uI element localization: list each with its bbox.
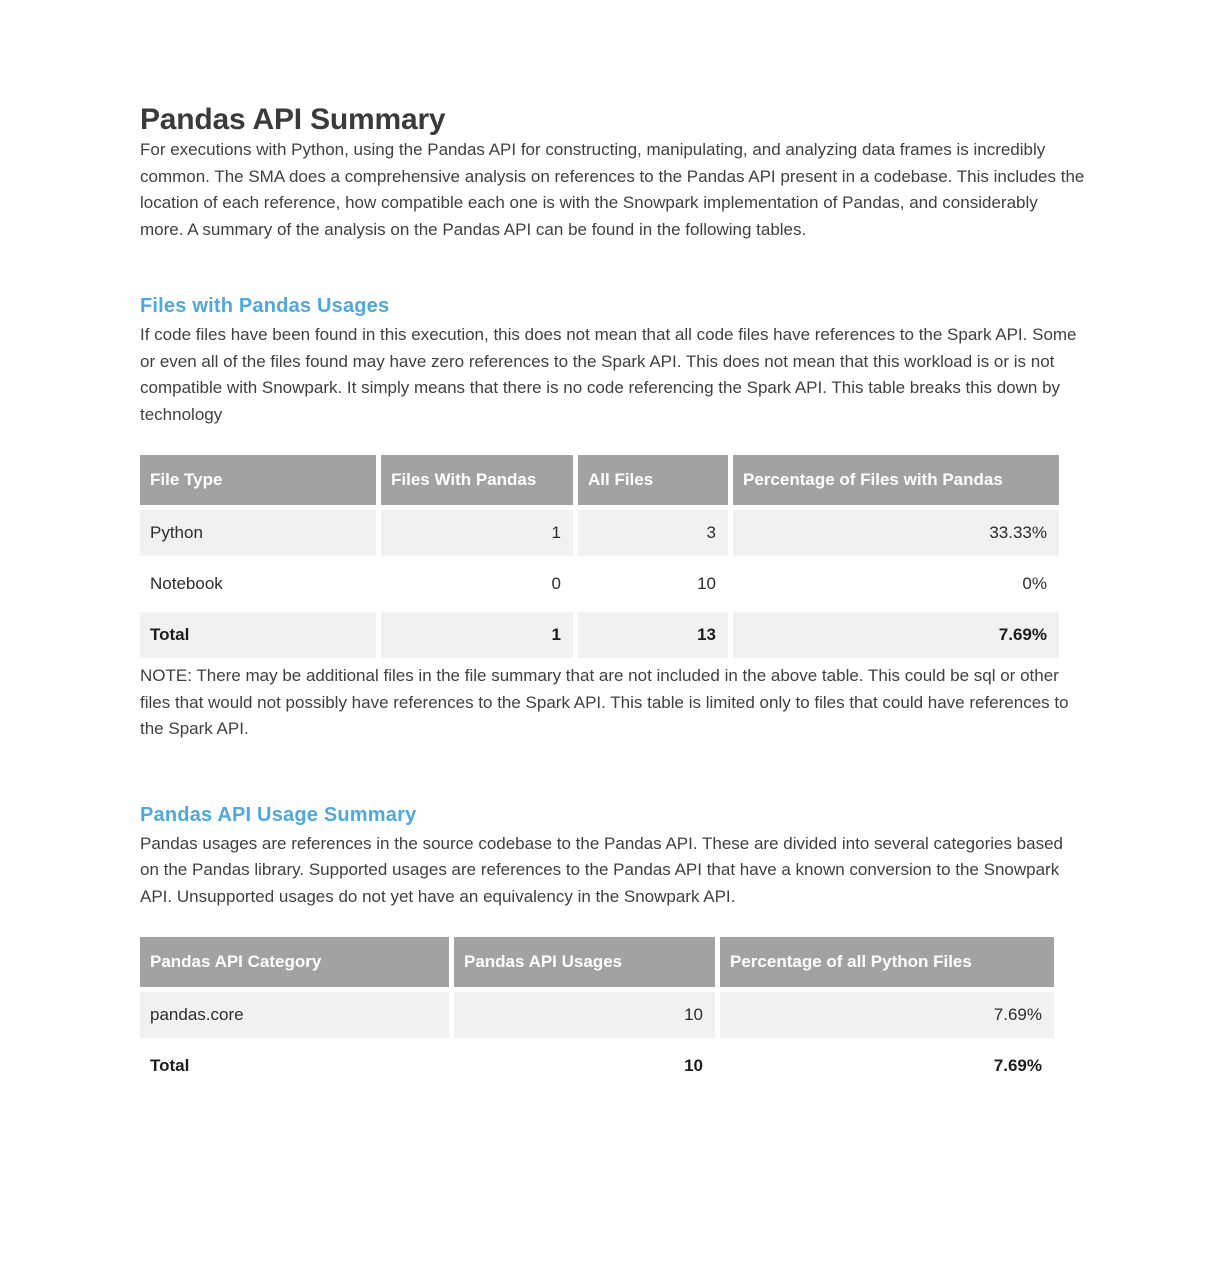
cell-file-type: Python xyxy=(140,510,376,556)
cell-total-all-files: 13 xyxy=(578,612,728,658)
files-with-pandas-table xyxy=(140,455,1085,658)
section-files-with-pandas xyxy=(140,294,1085,743)
section-body-pandas-api-usage-summary: Pandas usages are references in the source codebase to the Pandas API. These are divided into several categories based on the Pandas library. Supported usages are references to the Pandas API that have a known conversion to the Snowpark API. Unsupported usages do not yet have an equivalency in the Snowpark API. xyxy=(140,833,1063,906)
note-paragraph: NOTE: There may be additional files in the file summary that are not included in the above table. This could be sql or other files that would not possibly have references to the Spark API. This table is limited only to files that could have references to the Spark API. xyxy=(140,666,1069,738)
table-header-row xyxy=(140,937,1085,987)
cell-total-usages: 10 xyxy=(454,1043,715,1089)
cell-total-files-with-pandas: 1 xyxy=(381,612,573,658)
cell-percentage: 33.33% xyxy=(733,510,1059,556)
cell-total-label: Total xyxy=(140,1043,449,1089)
column-header-pandas-api-category: Pandas API Category xyxy=(140,937,449,987)
cell-all-files: 10 xyxy=(578,561,728,607)
document-content xyxy=(140,103,1085,1089)
table-row-python xyxy=(140,510,1085,556)
cell-total-percentage: 7.69% xyxy=(733,612,1059,658)
cell-files-with-pandas: 1 xyxy=(381,510,573,556)
table-row-pandas-core xyxy=(140,992,1085,1038)
section-pandas-api-usage-summary xyxy=(140,803,1085,1090)
cell-total-label: Total xyxy=(140,612,376,658)
cell-total-percentage: 7.69% xyxy=(720,1043,1054,1089)
table-row-total xyxy=(140,612,1085,658)
table-row-total xyxy=(140,1043,1085,1089)
column-header-pandas-api-usages: Pandas API Usages xyxy=(454,937,715,987)
column-header-percentage-files-with-pandas: Percentage of Files with Pandas xyxy=(733,455,1059,505)
column-header-file-type: File Type xyxy=(140,455,376,505)
section-heading-files-with-pandas: Files with Pandas Usages xyxy=(140,295,390,317)
table-header-row xyxy=(140,455,1085,505)
cell-percentage: 0% xyxy=(733,561,1059,607)
page-title: Pandas API Summary xyxy=(140,103,446,136)
intro-paragraph: For executions with Python, using the Pandas API for constructing, manipulating, and analyzing data frames is incredibly common. The SMA does a comprehensive analysis on references to the Pandas API present in a codebase. This includes the location of each reference, how compatible each one is with the Snowpark implementation of Pandas, and considerably more. A summary of the analysis on the Pandas API can be found in the following tables. xyxy=(140,140,1085,239)
column-header-percentage-python-files: Percentage of all Python Files xyxy=(720,937,1054,987)
section-heading-pandas-api-usage-summary: Pandas API Usage Summary xyxy=(140,803,417,826)
column-header-all-files: All Files xyxy=(578,455,728,505)
pandas-api-usage-table xyxy=(140,937,1085,1089)
cell-files-with-pandas: 0 xyxy=(381,561,573,607)
column-header-files-with-pandas: Files With Pandas xyxy=(381,455,573,505)
section-body-files-with-pandas: If code files have been found in this execution, this does not mean that all code files have references to the Spark API. Some or even all of the files found may have zero references to the Spark API. This does not mean that this workload is or is not compatible with Snowpark. It simply means that there is no code referencing the Spark API. This table breaks this down by technology xyxy=(140,325,1077,424)
cell-all-files: 3 xyxy=(578,510,728,556)
cell-usages: 10 xyxy=(454,992,715,1038)
cell-category: pandas.core xyxy=(140,992,449,1038)
cell-percentage: 7.69% xyxy=(720,992,1054,1038)
table-row-notebook xyxy=(140,561,1085,607)
cell-file-type: Notebook xyxy=(140,561,376,607)
